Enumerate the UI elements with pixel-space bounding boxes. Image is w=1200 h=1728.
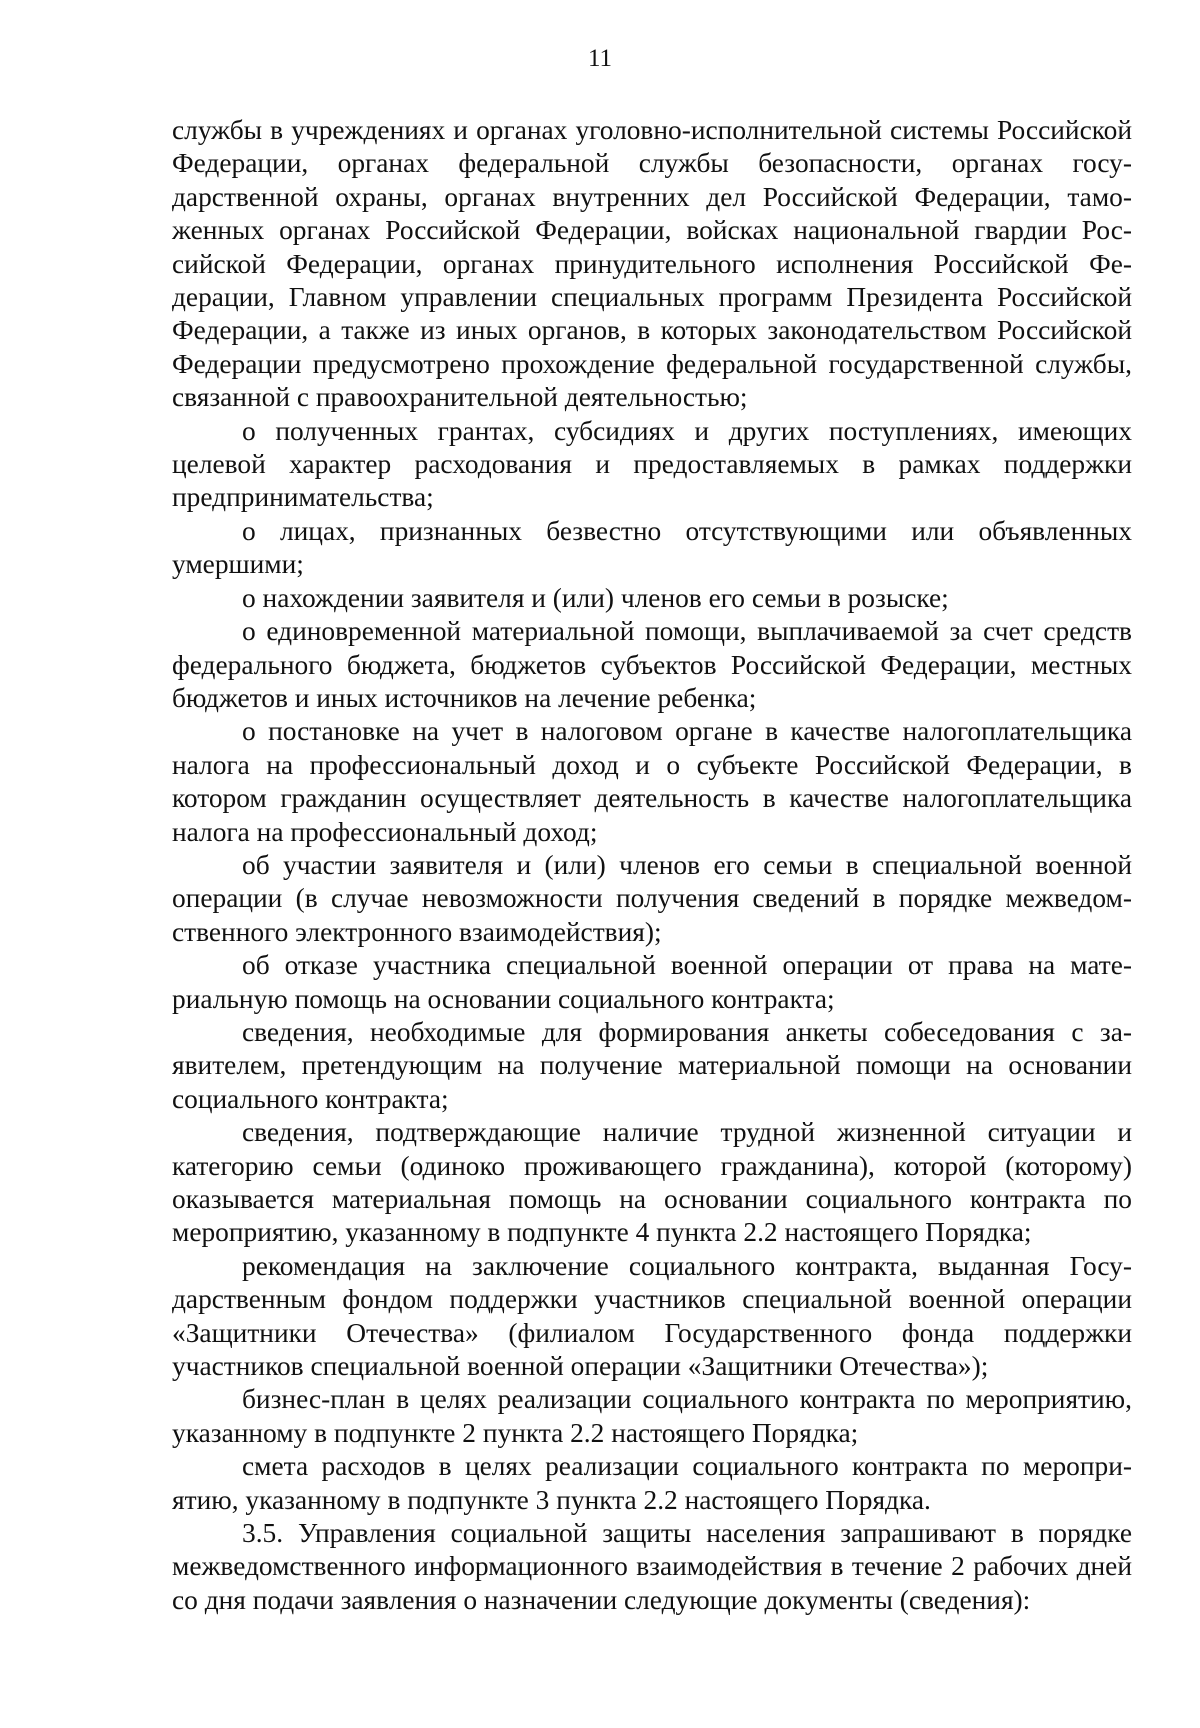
paragraph-refusal: об отказе участника специальной военной операции от права на материальную помощь на основании социального контракта;: [172, 950, 1132, 1014]
paragraph-wanted: о нахождении заявителя и (или) членов его семьи в розыске;: [242, 582, 949, 613]
paragraph-military-operation: об участии заявителя и (или) членов его семьи в специальной военной операции (в случае невозможности получения сведений в порядке межведомственного электронного взаимодействия);: [172, 849, 1132, 947]
paragraph-interview-form: сведения, необходимые для формирования анкеты собеседования с заявителем, претендующим на получение материальной помощи на основании социального контракта;: [172, 1016, 1132, 1114]
paragraph-recommendation: рекомендация на заключение социального контракта, выданная Государственным фондом поддержки участников специальной военной операции «Защитники Отечества» (филиалом Государственного фонда поддержки участников специальной военной операции «Защитники Отечества»);: [172, 1250, 1132, 1382]
paragraph-missing-persons: о лицах, признанных безвестно отсутствующими или объявленных умершими;: [172, 515, 1132, 580]
paragraph-one-time-aid: о единовременной материальной помощи, выплачиваемой за счет средств федерального бюджета, бюджетов субъектов Российской Федерации, местных бюджетов и иных источников на лечение ребенка;: [172, 616, 1132, 713]
paragraph-section-3-5: 3.5. Управления социальной защиты населения запрашивают в порядке межведомственного информационного взаимодействия в течение 2 рабочих дней со дня подачи заявления о назначении следующие документы (сведения):: [172, 1518, 1132, 1615]
document-body: [172, 114, 1132, 1617]
paragraph-tax-registration: о постановке на учет в налоговом органе в качестве налогоплательщика налога на профессиональный доход и о субъекте Российской Федерации, в котором гражданин осуществляет деятельность в качестве налогоплательщика налога на профессиональный доход;: [172, 716, 1132, 847]
paragraph-cost-estimate: смета расходов в целях реализации социального контракта по мероприятию, указанному в подпункте 3 пункта 2.2 настоящего Порядка.: [172, 1451, 1132, 1515]
paragraph-continuation: службы в учреждениях и органах уголовно-исполнительной системы Российской Федерации, органах федеральной службы безопасности, органах государственной охраны, органах внутренних дел Российской Федерации, таможенных органах Российской Федерации, войсках национальной гвардии Российской Федерации, органах принудительного исполнения Российской Федерации, Главном управлении специальных программ Президента Российской Федерации, а также из иных органов, в которых законодательством Российской Федерации предусмотрено прохождение федеральной государственной службы, связанной с правоохранительной деятельностью;: [172, 115, 1132, 413]
paragraph-hardship: сведения, подтверждающие наличие трудной жизненной ситуации и категорию семьи (одиноко проживающего гражданина), которой (которому) оказывается материальная помощь на основании социального контракта по мероприятию, указанному в подпункте 4 пункта 2.2 настоящего Порядка;: [172, 1117, 1132, 1248]
paragraph-business-plan: бизнес-план в целях реализации социального контракта по мероприятию, указанному в подпункте 2 пункта 2.2 настоящего Порядка;: [172, 1384, 1132, 1448]
paragraph-grants: о полученных грантах, субсидиях и других поступлениях, имеющих целевой характер расходования и предоставляемых в рамках поддержки предпринимательства;: [172, 415, 1132, 513]
page-number: 11: [587, 45, 613, 72]
